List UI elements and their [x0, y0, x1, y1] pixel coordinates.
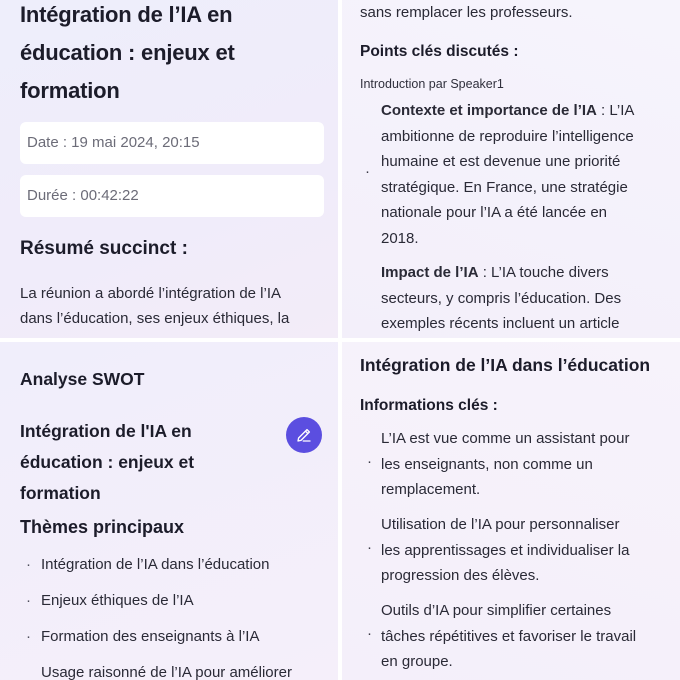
section-heading: Intégration de l’IA dans l’éducation	[360, 355, 651, 375]
themes-list	[26, 553, 331, 680]
key-points-panel	[342, 0, 680, 338]
document-title-line: formation	[20, 483, 101, 503]
key-point-line: stratégique. En France, une stratégie	[381, 178, 628, 196]
key-point-text: : L’IA touche divers	[478, 264, 609, 281]
document-title	[20, 416, 250, 509]
theme-text: Usage raisonné de l’IA pour améliorer	[41, 664, 292, 680]
key-info-line: les enseignants, non comme un	[381, 455, 593, 473]
key-info-line: les apprentissages et individualiser la	[381, 541, 630, 559]
key-point-line: 2018.	[381, 229, 419, 247]
list-item	[26, 553, 331, 589]
duration-field: Durée : 00:42:22	[20, 175, 324, 217]
key-point-line: ambitionne de reproduire l’intelligence	[381, 127, 634, 145]
key-info-line: L’IA est vue comme un assistant pour	[381, 430, 630, 447]
key-info-item	[381, 512, 676, 589]
bullet-dot: ·	[26, 592, 31, 609]
edit-button[interactable]	[286, 417, 322, 453]
meeting-title-line: éducation : enjeux et	[20, 40, 235, 65]
key-info-line: progression des élèves.	[381, 567, 540, 584]
bullet-dot: ·	[367, 453, 372, 470]
key-point-title: Impact de l’IA	[381, 264, 479, 281]
summary-line: dans l’éducation, ses enjeux éthiques, la	[20, 310, 290, 327]
bullet-dot: ·	[367, 625, 372, 642]
date-field: Date : 19 mai 2024, 20:15	[20, 122, 324, 164]
theme-text: Enjeux éthiques de l’IA	[41, 592, 194, 609]
key-info-heading: Informations clés :	[360, 397, 498, 414]
theme-text: Intégration de l’IA dans l’éducation	[41, 556, 270, 573]
swot-heading: Analyse SWOT	[20, 369, 145, 389]
key-point-line: secteurs, y compris l’éducation. Des	[381, 289, 622, 307]
key-points-heading: Points clés discutés :	[360, 43, 519, 60]
bullet-dot: ·	[367, 539, 372, 556]
key-point-line: nationale pour l’IA a été lancée en	[381, 204, 608, 221]
key-info-item	[381, 598, 676, 675]
key-info-line: Outils d’IA pour simplifier certaines	[381, 602, 612, 619]
bullet-dot: ·	[26, 628, 31, 645]
summary-heading: Résumé succinct :	[20, 238, 188, 259]
key-info-panel	[342, 342, 680, 680]
key-info-line: tâches répétitives et favoriser le travail	[381, 627, 637, 645]
key-info-line: en groupe.	[381, 653, 453, 670]
intro-speaker: Introduction par Speaker1	[360, 77, 504, 91]
bullet-dot: ·	[26, 556, 31, 573]
theme-text: Formation des enseignants à l’IA	[41, 628, 260, 645]
summary-line: La réunion a abordé l’intégration de l’IA	[20, 285, 282, 302]
key-point-impact	[381, 260, 676, 337]
key-info-line: Utilisation de l’IA pour personnaliser	[381, 516, 620, 533]
bullet-dot: ·	[365, 163, 370, 180]
key-point-text: : L’IA	[596, 102, 635, 119]
meeting-title-line: formation	[20, 78, 120, 103]
previous-text-line: sans remplacer les professeurs.	[360, 4, 573, 21]
meeting-title-line: Intégration de l’IA en	[20, 2, 233, 27]
key-point-context	[381, 98, 676, 251]
summary-text	[20, 281, 330, 331]
list-item	[26, 589, 331, 625]
key-point-title: Contexte et importance de l’IA	[381, 102, 597, 119]
key-info-line: remplacement.	[381, 481, 481, 498]
key-info-item	[381, 426, 676, 503]
themes-heading: Thèmes principaux	[20, 517, 185, 537]
key-point-line: exemples récents incluent un article	[381, 315, 620, 332]
pencil-icon	[295, 426, 313, 444]
swot-panel	[0, 342, 338, 680]
meeting-summary-panel	[0, 0, 338, 338]
key-point-line: humaine et est devenue une priorité	[381, 153, 621, 170]
list-item	[26, 661, 331, 680]
meeting-title	[20, 0, 320, 110]
document-title-line: éducation : enjeux et	[20, 452, 195, 472]
document-title-line: Intégration de l'IA en	[20, 421, 192, 441]
list-item	[26, 625, 331, 661]
